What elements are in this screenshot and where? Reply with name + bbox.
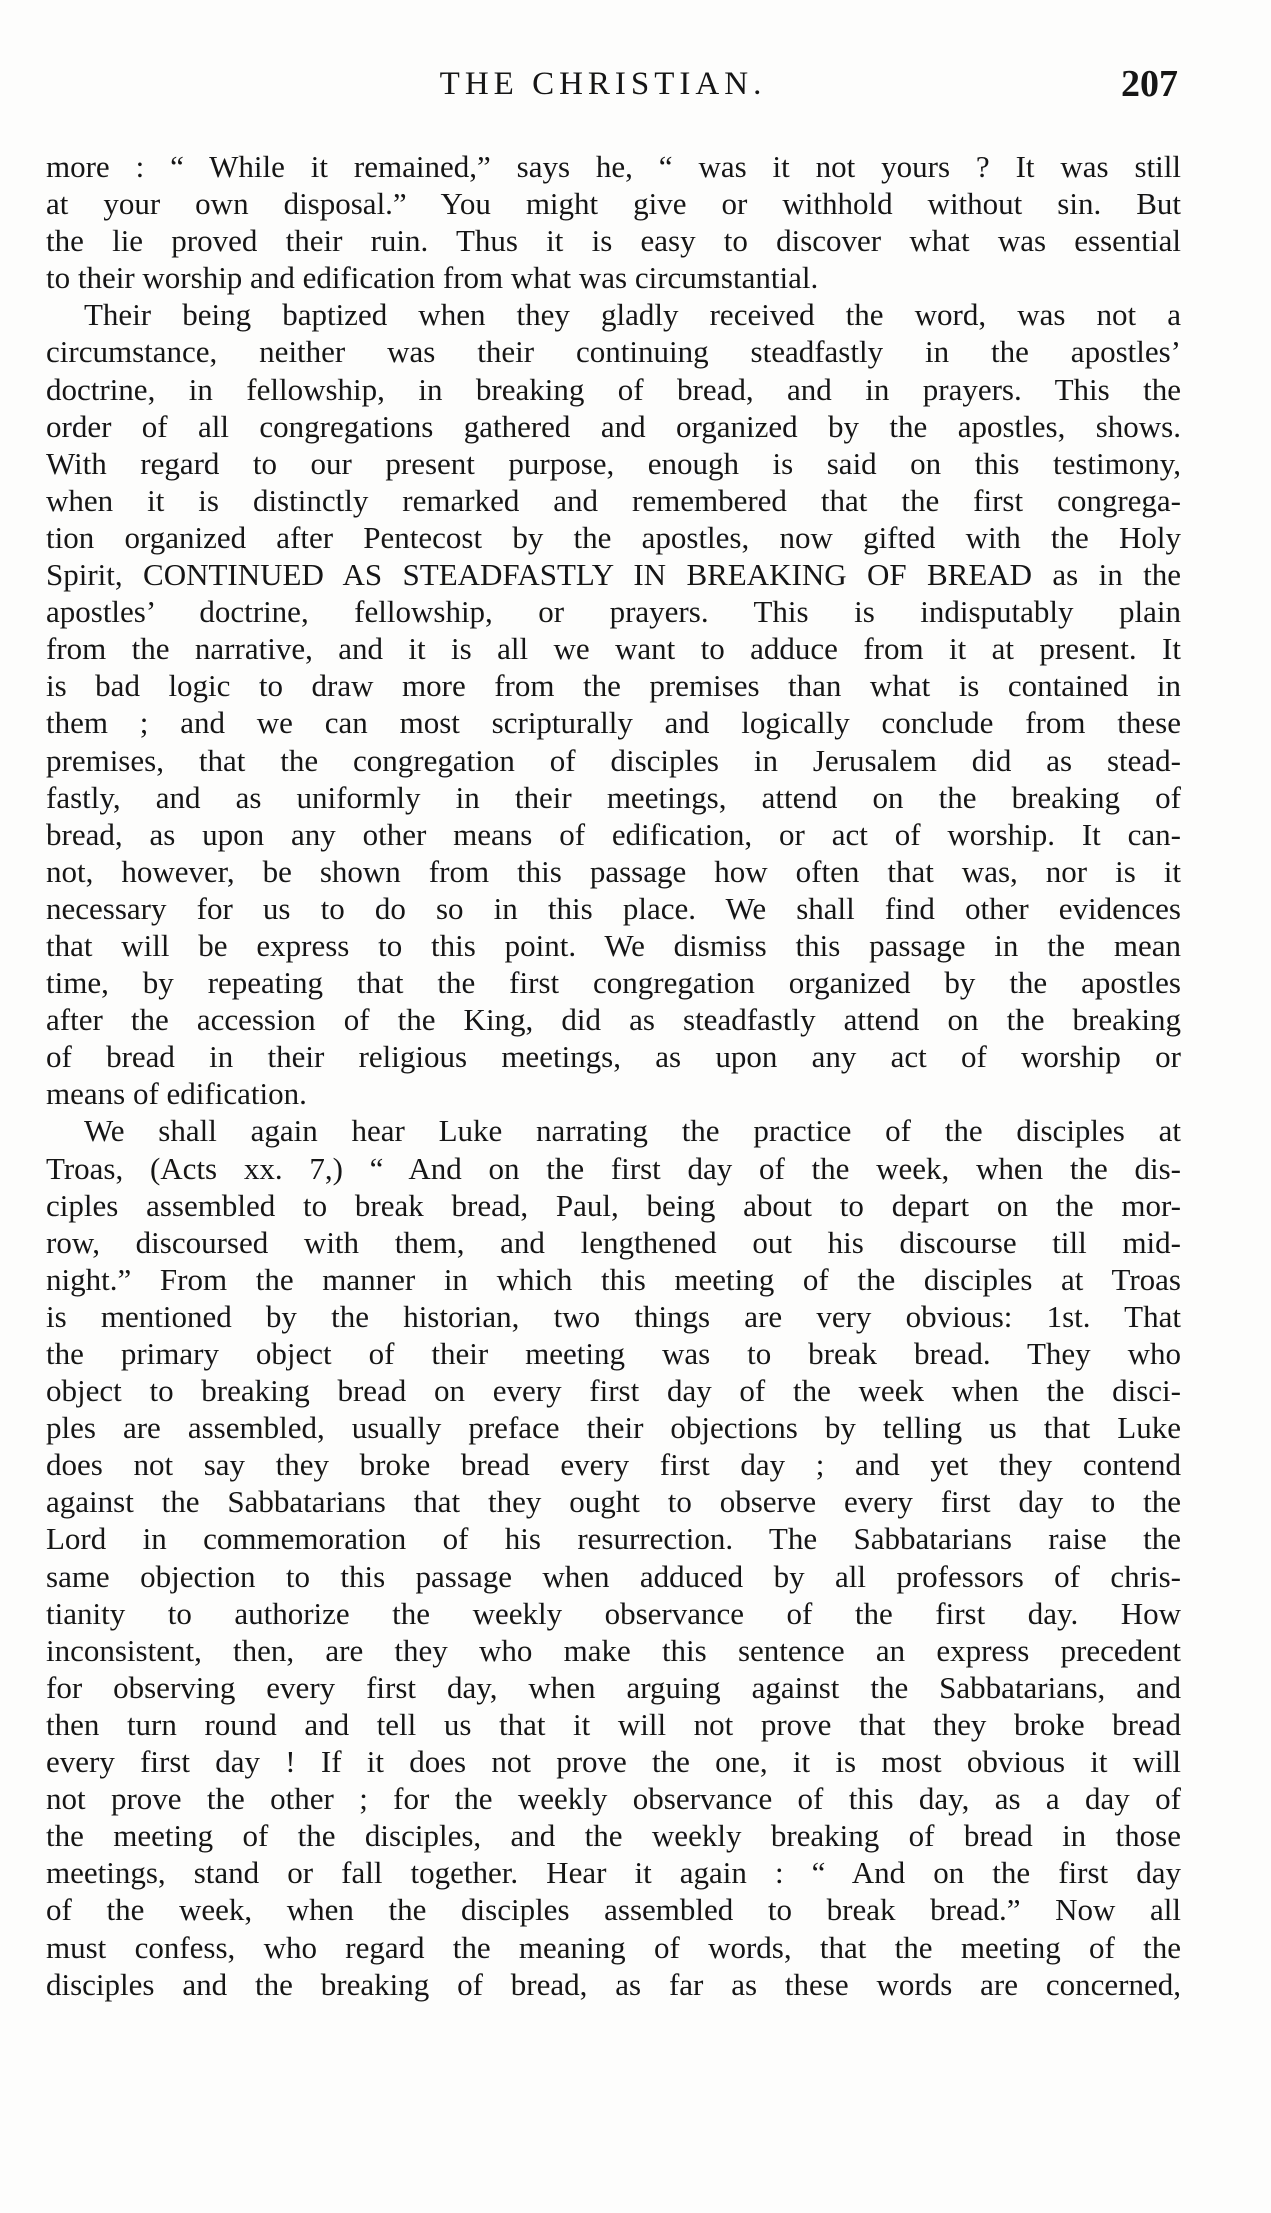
- text-line: does not say they broke bread every first day ; and yet they contend: [46, 1447, 1181, 1483]
- page-number: 207: [1121, 63, 1178, 105]
- text-line: disciples and the breaking of bread, as far as these words are concerned,: [46, 1966, 1181, 2002]
- text-line: the lie proved their ruin. Thus it is easy to discover what was essential: [46, 223, 1181, 259]
- text-line: We shall again hear Luke narrating the practice of the disciples at: [84, 1113, 1181, 1149]
- text-line: of the week, when the disciples assembled to break bread.” Now all: [46, 1892, 1181, 1928]
- text-line: premises, that the congregation of disciples in Jerusalem did as stead-: [46, 742, 1181, 778]
- text-line: that will be express to this point. We dismiss this passage in the mean: [46, 927, 1181, 963]
- text-line: against the Sabbatarians that they ought to observe every first day to the: [46, 1484, 1181, 1520]
- text-line: the primary object of their meeting was to break bread. They who: [46, 1336, 1181, 1371]
- text-line: means of edification.: [46, 1076, 307, 1112]
- text-line: when it is distinctly remarked and remembered that the first congrega-: [46, 482, 1181, 518]
- text-line: fastly, and as uniformly in their meetings, attend on the breaking of: [46, 779, 1181, 815]
- text-line: meetings, stand or fall together. Hear it again : “ And on the first day: [46, 1855, 1181, 1891]
- text-line: after the accession of the King, did as steadfastly attend on the breaking: [46, 1002, 1181, 1038]
- text-line: every first day ! If it does not prove the one, it is most obvious it will: [46, 1744, 1181, 1780]
- text-line: Spirit, CONTINUED AS STEADFASTLY IN BREAKING OF BREAD as in the: [46, 557, 1181, 593]
- text-line: necessary for us to do so in this place. We shall find other evidences: [46, 890, 1181, 926]
- text-line: Their being baptized when they gladly received the word, was not a: [84, 297, 1181, 333]
- text-line: to their worship and edification from what was circumstantial.: [46, 260, 819, 296]
- text-line: more : “ While it remained,” says he, “ was it not yours ? It was still: [46, 149, 1181, 184]
- text-line: them ; and we can most scripturally and logically conclude from these: [46, 705, 1181, 741]
- text-line: Troas, (Acts xx. 7,) “ And on the first day of the week, when the dis-: [46, 1150, 1181, 1186]
- text-line: time, by repeating that the first congregation organized by the apostles: [46, 965, 1181, 1001]
- text-line: not, however, be shown from this passage how often that was, nor is it: [46, 853, 1181, 889]
- text-line: for observing every first day, when arguing against the Sabbatarians, and: [46, 1669, 1181, 1705]
- text-line: Lord in commemoration of his resurrection. The Sabbatarians raise the: [46, 1521, 1181, 1557]
- text-line: With regard to our present purpose, enough is said on this testimony,: [46, 445, 1181, 481]
- text-line: apostles’ doctrine, fellowship, or prayers. This is indisputably plain: [46, 594, 1181, 630]
- body-text: [46, 148, 1181, 2003]
- text-line: tion organized after Pentecost by the apostles, now gifted with the Holy: [46, 519, 1181, 555]
- text-line: of bread in their religious meetings, as upon any act of worship or: [46, 1039, 1181, 1075]
- text-line: circumstance, neither was their continuing steadfastly in the apostles’: [46, 334, 1181, 370]
- text-line: same objection to this passage when adduced by all professors of chris-: [46, 1558, 1181, 1594]
- text-line: tianity to authorize the weekly observance of the first day. How: [46, 1595, 1181, 1631]
- text-line: is mentioned by the historian, two things are very obvious: 1st. That: [46, 1298, 1181, 1334]
- running-title: THE CHRISTIAN.: [439, 66, 767, 102]
- text-line: is bad logic to draw more from the premises than what is contained in: [46, 668, 1181, 704]
- text-line: from the narrative, and it is all we want to adduce from it at present. It: [46, 631, 1181, 667]
- running-head: [28, 62, 1178, 112]
- text-line: not prove the other ; for the weekly observance of this day, as a day of: [46, 1781, 1181, 1817]
- text-line: ples are assembled, usually preface their objections by telling us that Luke: [46, 1410, 1181, 1446]
- text-line: object to breaking bread on every first day of the week when the disci-: [46, 1373, 1181, 1409]
- text-line: inconsistent, then, are they who make this sentence an express precedent: [46, 1632, 1181, 1668]
- text-line: night.” From the manner in which this meeting of the disciples at Troas: [46, 1261, 1181, 1297]
- text-line: bread, as upon any other means of edification, or act of worship. It can-: [46, 816, 1181, 852]
- text-line: at your own disposal.” You might give or withhold without sin. But: [46, 186, 1181, 222]
- text-line: ciples assembled to break bread, Paul, being about to depart on the mor-: [46, 1187, 1181, 1223]
- text-line: order of all congregations gathered and organized by the apostles, shows.: [46, 408, 1181, 444]
- text-line: doctrine, in fellowship, in breaking of bread, and in prayers. This the: [46, 371, 1181, 407]
- text-line: row, discoursed with them, and lengthened out his discourse till mid-: [46, 1224, 1181, 1260]
- text-line: must confess, who regard the meaning of words, that the meeting of the: [46, 1929, 1181, 1965]
- text-line: then turn round and tell us that it will not prove that they broke bread: [46, 1706, 1181, 1742]
- text-line: the meeting of the disciples, and the weekly breaking of bread in those: [46, 1818, 1181, 1854]
